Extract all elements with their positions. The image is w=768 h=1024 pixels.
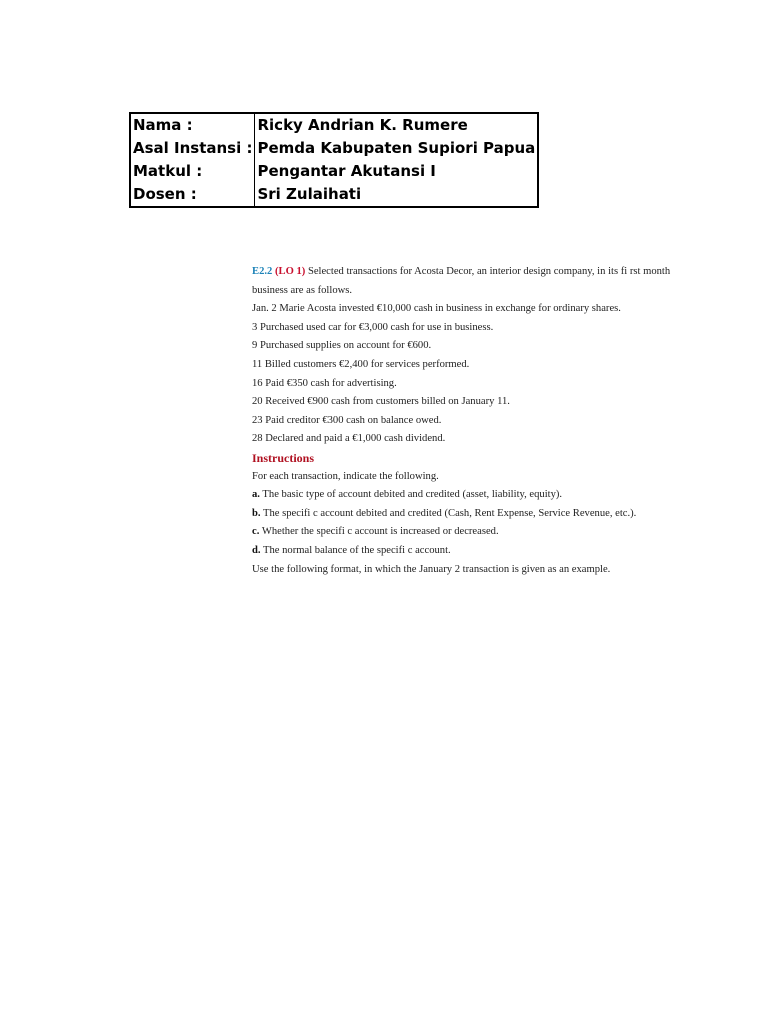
item-letter: a. xyxy=(252,489,260,501)
exercise-code: E2.2 xyxy=(252,266,273,277)
exercise-intro xyxy=(252,263,722,282)
intro-continuation: business are as follows. xyxy=(252,284,353,296)
item-letter: c. xyxy=(252,526,260,538)
info-value: Pengantar Akutansi I xyxy=(257,162,436,180)
transaction-line: 16 Paid €350 cash for advertising. xyxy=(252,377,397,389)
info-row-dosen xyxy=(130,183,538,207)
instruction-item xyxy=(252,486,722,505)
transaction-line: Jan. 2 Marie Acosta invested €10,000 cash in business in exchange for ordinary shares. xyxy=(252,303,621,315)
info-row-nama xyxy=(130,113,538,137)
info-value: Pemda Kabupaten Supiori Papua xyxy=(257,139,536,157)
transaction-line: 23 Paid creditor €300 cash on balance owed. xyxy=(252,414,442,426)
instruction-item xyxy=(252,505,722,524)
instruction-item xyxy=(252,542,722,561)
info-row-matkul xyxy=(130,160,538,183)
transaction-line: 11 Billed customers €2,400 for services performed. xyxy=(252,358,470,370)
transaction-line: 28 Declared and paid a €1,000 cash dividend. xyxy=(252,433,446,445)
transaction-line: 20 Received €900 cash from customers billed on January 11. xyxy=(252,396,510,408)
item-text: The specifi c account debited and credited (Cash, Rent Expense, Service Revenue, etc.). xyxy=(263,507,637,519)
info-value: Ricky Andrian K. Rumere xyxy=(257,116,468,134)
item-letter: d. xyxy=(252,544,261,556)
item-text: The normal balance of the specifi c account. xyxy=(263,544,451,556)
info-label: Matkul : xyxy=(130,160,255,183)
transaction-line: 3 Purchased used car for €3,000 cash for use in business. xyxy=(252,321,494,333)
info-label: Dosen : xyxy=(130,183,255,207)
item-text: The basic type of account debited and credited (asset, liability, equity). xyxy=(262,489,563,501)
learning-objective: (LO 1) xyxy=(274,266,306,277)
closing-text: Use the following format, in which the January 2 transaction is given as an example. xyxy=(252,563,611,575)
instruction-item xyxy=(252,523,722,542)
instructions-heading: Instructions xyxy=(252,450,315,465)
transaction-line: 9 Purchased supplies on account for €600. xyxy=(252,340,432,352)
item-letter: b. xyxy=(252,507,261,519)
item-text: Whether the specifi c account is increased or decreased. xyxy=(261,526,499,538)
info-value: Sri Zulaihati xyxy=(257,185,362,203)
student-info-table xyxy=(129,112,539,208)
info-label: Asal Instansi : xyxy=(130,137,255,160)
exercise-block xyxy=(252,263,722,579)
instructions-intro: For each transaction, indicate the following. xyxy=(252,470,439,482)
intro-text: Selected transactions for Acosta Decor, an interior design company, in its fi rst month xyxy=(307,266,671,277)
info-row-asal-instansi xyxy=(130,137,538,160)
info-label: Nama : xyxy=(130,113,255,137)
